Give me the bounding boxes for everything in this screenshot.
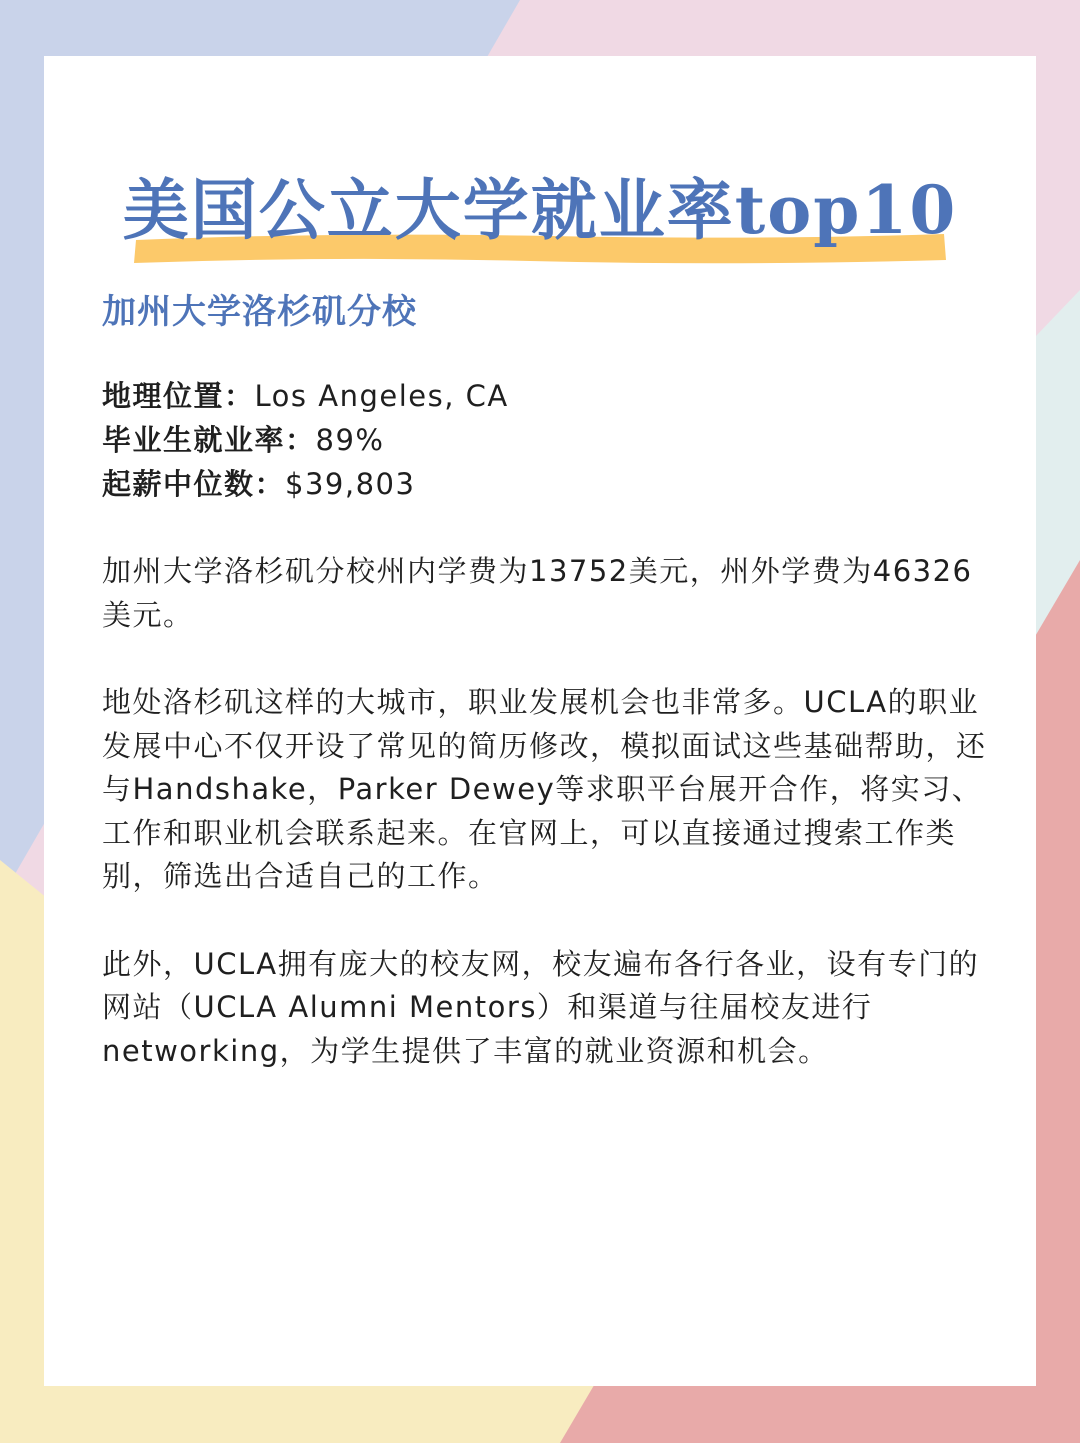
main-content: [102, 284, 1002, 1117]
paragraph-alumni: 此外，UCLA拥有庞大的校友网，校友遍布各行各业，设有专门的网站（UCLA Alumni Mentors）和渠道与往届校友进行networking，为学生提供了丰富的就业资源和机会。: [102, 946, 980, 1068]
paragraph-career: 地处洛杉矶这样的大城市，职业发展机会也非常多。UCLA的职业发展中心不仅开设了常见的简历修改，模拟面试这些基础帮助，还与Handshake，Parker Dewey等求职平台展开合作，将实习、工作和职业机会联系起来。在官网上，可以直接通过搜索工作类别，筛选出合适自己的工作。: [102, 685, 987, 893]
fact-value: $39,803: [285, 467, 416, 501]
fact-value: 89%: [315, 423, 385, 457]
fact-label: 起薪中位数：: [102, 467, 286, 501]
fact-location: [102, 374, 1002, 418]
title-block: [44, 164, 1036, 294]
fact-median-salary: [102, 462, 1002, 506]
fact-label: 毕业生就业率：: [102, 423, 316, 457]
facts-list: [102, 374, 1002, 506]
fact-value: Los Angeles, CA: [254, 379, 509, 413]
content-card: [44, 56, 1036, 1386]
page-title: 美国公立大学就业率top10: [122, 171, 958, 249]
fact-label: 地理位置：: [102, 379, 255, 413]
university-name: 加州大学洛杉矶分校: [102, 292, 417, 332]
paragraph-tuition: 加州大学洛杉矶分校州内学费为13752美元，州外学费为46326美元。: [102, 554, 973, 632]
fact-employment-rate: [102, 418, 1002, 462]
